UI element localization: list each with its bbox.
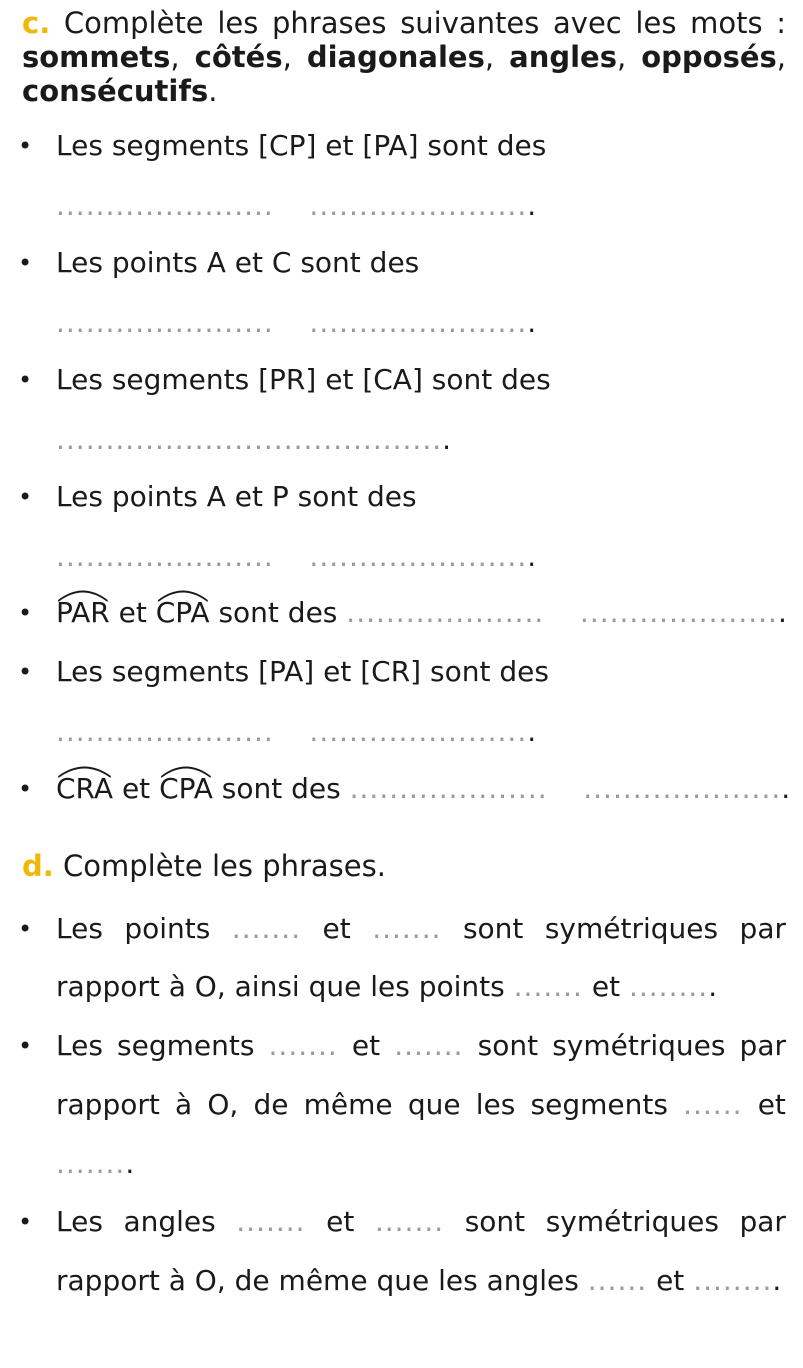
sentence: Les segments [PA] et [CR] sont des: [56, 655, 549, 688]
section-d-title: d. Complète les phrases.: [22, 849, 386, 883]
blank[interactable]: .......: [374, 1205, 445, 1238]
blank[interactable]: ......: [587, 1264, 648, 1297]
angle-label: CPA: [156, 594, 210, 632]
blank[interactable]: ......................: [309, 715, 528, 748]
blank[interactable]: ......................: [56, 715, 274, 748]
blank[interactable]: .......: [236, 1205, 306, 1238]
bullet: •: [18, 775, 33, 803]
section-d-label: d.: [22, 849, 54, 883]
sentence: Les points A et C sont des: [56, 246, 420, 279]
blank[interactable]: .......: [268, 1029, 338, 1062]
bullet: •: [18, 599, 33, 627]
exercise-page: c. Complète les phrases suivantes avec les mots : sommets, côtés, diagonales, angles, opposés, consécutifs. • Les segments [CP] et [PA] sont des ...................... ....................... • Les points A et C sont des ...................... ....................... • Les segments [PR] et [CA] sont des ........................................ • Les points A et P sont des ...................... ....................... • PAR et CPA sont des .................... ..................... • Les segments [PA] et [CR] sont des ...................... ....................... • CRA et CPA sont des .................... ..................... d. Complète les phrases. • Les points ....... et ....... sont symétriques par rapport à O, ainsi que les points ....... et ......... • Les segments ....... et ....... sont symétriques par rapport à O, de même que les segments ...... et ........ • Les angles ....... et ....... sont symétriques par rapport à O, de même que les angles ...... et .........: [18, 6, 791, 1297]
blank[interactable]: ......................: [309, 189, 528, 222]
blank[interactable]: ......................: [56, 306, 274, 339]
word-diagonales: diagonales: [306, 40, 485, 74]
sentence: Les segments [CP] et [PA] sont des: [56, 129, 547, 162]
blank[interactable]: ......................: [309, 306, 528, 339]
blank[interactable]: .......................................: [56, 423, 443, 456]
bullet: •: [18, 249, 33, 277]
blank[interactable]: .......: [394, 1029, 464, 1062]
angle-label: CPA: [159, 770, 213, 808]
section-c-label: c.: [22, 6, 51, 40]
blank[interactable]: ......................: [56, 540, 274, 573]
bullet: •: [18, 915, 33, 943]
blank[interactable]: ....................: [579, 596, 778, 629]
word-sommets: sommets: [22, 40, 171, 74]
blank[interactable]: .......: [513, 970, 583, 1003]
instruction-text: Complète les phrases suivantes avec les mots :: [63, 6, 786, 40]
blank[interactable]: ....................: [346, 596, 545, 629]
word-consecutifs: consécutifs: [22, 74, 209, 108]
blank[interactable]: ....................: [583, 772, 782, 805]
sentence: Les points A et P sont des: [56, 480, 417, 513]
blank[interactable]: ......................: [309, 540, 528, 573]
bullet: •: [18, 1208, 33, 1236]
blank[interactable]: .......: [372, 912, 442, 945]
blank[interactable]: ........: [693, 1264, 773, 1297]
word-angles: angles: [509, 40, 617, 74]
angle-label: CRA: [56, 770, 113, 808]
bullet: •: [18, 483, 33, 511]
word-cotes: côtés: [194, 40, 283, 74]
bullet: •: [18, 1032, 33, 1060]
blank[interactable]: .......: [231, 912, 302, 945]
blank[interactable]: ......................: [56, 189, 274, 222]
section-c-instruction: c. Complète les phrases suivantes avec les mots : sommets, côtés, diagonales, angles, opposés, consécutifs.: [22, 6, 786, 108]
blank[interactable]: ....................: [349, 772, 548, 805]
bullet: •: [18, 366, 33, 394]
bullet: •: [18, 132, 33, 160]
angle-label: PAR: [56, 594, 110, 632]
word-opposes: opposés: [641, 40, 777, 74]
blank[interactable]: ........: [628, 970, 709, 1003]
bullet: •: [18, 658, 33, 686]
blank[interactable]: .......: [56, 1147, 126, 1180]
blank[interactable]: ......: [683, 1088, 743, 1121]
sentence: Les segments [PR] et [CA] sont des: [56, 363, 551, 396]
